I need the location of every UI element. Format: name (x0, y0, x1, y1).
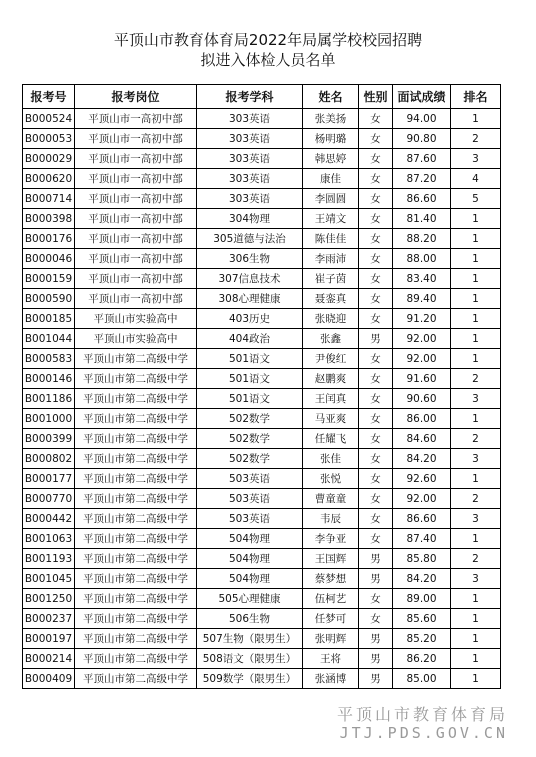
cell-gender: 男 (359, 329, 393, 349)
cell-exam-id: B000770 (23, 489, 75, 509)
cell-subject: 504物理 (197, 529, 303, 549)
cell-subject: 501语文 (197, 389, 303, 409)
cell-position: 平顶山市一高初中部 (75, 269, 197, 289)
cell-score: 86.00 (393, 409, 451, 429)
cell-subject: 501语文 (197, 369, 303, 389)
cell-rank: 1 (451, 609, 501, 629)
cell-position: 平顶山市实验高中 (75, 329, 197, 349)
cell-subject: 303英语 (197, 129, 303, 149)
table-row (23, 249, 501, 269)
cell-rank: 1 (451, 229, 501, 249)
cell-score: 86.60 (393, 189, 451, 209)
cell-subject: 303英语 (197, 169, 303, 189)
cell-score: 87.20 (393, 169, 451, 189)
cell-position: 平顶山市第二高级中学 (75, 669, 197, 689)
cell-name: 蔡梦想 (303, 569, 359, 589)
cell-subject: 502数学 (197, 429, 303, 449)
cell-name: 马亚爽 (303, 409, 359, 429)
table-row (23, 589, 501, 609)
cell-rank: 3 (451, 509, 501, 529)
table-row (23, 209, 501, 229)
cell-position: 平顶山市一高初中部 (75, 129, 197, 149)
cell-score: 86.20 (393, 649, 451, 669)
cell-score: 89.40 (393, 289, 451, 309)
cell-rank: 2 (451, 489, 501, 509)
table-row (23, 449, 501, 469)
cell-position: 平顶山市第二高级中学 (75, 589, 197, 609)
candidate-table (22, 84, 501, 689)
cell-rank: 1 (451, 309, 501, 329)
cell-exam-id: B001193 (23, 549, 75, 569)
table-row (23, 389, 501, 409)
cell-name: 李争亚 (303, 529, 359, 549)
cell-score: 87.60 (393, 149, 451, 169)
cell-name: 李圆圆 (303, 189, 359, 209)
cell-subject: 304物理 (197, 209, 303, 229)
cell-name: 任耀飞 (303, 429, 359, 449)
cell-position: 平顶山市第二高级中学 (75, 369, 197, 389)
cell-score: 85.20 (393, 629, 451, 649)
cell-subject: 506生物 (197, 609, 303, 629)
cell-rank: 1 (451, 349, 501, 369)
cell-subject: 509数学（限男生） (197, 669, 303, 689)
cell-position: 平顶山市第二高级中学 (75, 549, 197, 569)
table-row (23, 569, 501, 589)
cell-position: 平顶山市第二高级中学 (75, 529, 197, 549)
cell-exam-id: B000237 (23, 609, 75, 629)
cell-name: 崔子茵 (303, 269, 359, 289)
table-row (23, 269, 501, 289)
cell-score: 90.60 (393, 389, 451, 409)
cell-gender: 女 (359, 449, 393, 469)
cell-score: 92.00 (393, 489, 451, 509)
cell-subject: 503英语 (197, 469, 303, 489)
cell-exam-id: B000177 (23, 469, 75, 489)
cell-rank: 3 (451, 569, 501, 589)
cell-position: 平顶山市第二高级中学 (75, 489, 197, 509)
table-row (23, 189, 501, 209)
table-row (23, 509, 501, 529)
page-subtitle: 拟进入体检人员名单 (200, 51, 336, 69)
cell-subject: 507生物（限男生） (197, 629, 303, 649)
cell-rank: 2 (451, 549, 501, 569)
cell-subject: 307信息技术 (197, 269, 303, 289)
cell-name: 陈佳佳 (303, 229, 359, 249)
cell-name: 韩思婷 (303, 149, 359, 169)
cell-name: 王将 (303, 649, 359, 669)
watermark-org: 平顶山市教育体育局 (336, 705, 508, 724)
cell-subject: 303英语 (197, 189, 303, 209)
cell-name: 韦辰 (303, 509, 359, 529)
header-position: 报考岗位 (75, 85, 197, 109)
cell-score: 94.00 (393, 109, 451, 129)
cell-score: 84.20 (393, 449, 451, 469)
cell-position: 平顶山市一高初中部 (75, 109, 197, 129)
cell-score: 91.20 (393, 309, 451, 329)
cell-subject: 303英语 (197, 149, 303, 169)
cell-gender: 女 (359, 309, 393, 329)
cell-subject: 306生物 (197, 249, 303, 269)
cell-name: 张涵博 (303, 669, 359, 689)
header-name: 姓名 (303, 85, 359, 109)
cell-gender: 女 (359, 489, 393, 509)
cell-name: 王国辉 (303, 549, 359, 569)
cell-gender: 女 (359, 409, 393, 429)
cell-exam-id: B000524 (23, 109, 75, 129)
cell-exam-id: B000583 (23, 349, 75, 369)
table-header-row (23, 85, 501, 109)
cell-gender: 男 (359, 569, 393, 589)
cell-subject: 303英语 (197, 109, 303, 129)
table-row (23, 669, 501, 689)
cell-name: 杨明璐 (303, 129, 359, 149)
cell-rank: 5 (451, 189, 501, 209)
cell-score: 92.60 (393, 469, 451, 489)
table-row (23, 309, 501, 329)
cell-gender: 女 (359, 469, 393, 489)
cell-name: 张悦 (303, 469, 359, 489)
cell-gender: 女 (359, 609, 393, 629)
cell-subject: 305道德与法治 (197, 229, 303, 249)
cell-gender: 女 (359, 129, 393, 149)
table-row (23, 549, 501, 569)
cell-subject: 503英语 (197, 489, 303, 509)
cell-exam-id: B000409 (23, 669, 75, 689)
cell-score: 92.00 (393, 349, 451, 369)
cell-gender: 男 (359, 629, 393, 649)
cell-gender: 女 (359, 509, 393, 529)
cell-gender: 女 (359, 389, 393, 409)
cell-rank: 1 (451, 469, 501, 489)
cell-exam-id: B001000 (23, 409, 75, 429)
cell-gender: 女 (359, 429, 393, 449)
cell-name: 康佳 (303, 169, 359, 189)
cell-subject: 505心理健康 (197, 589, 303, 609)
cell-subject: 503英语 (197, 509, 303, 529)
cell-gender: 女 (359, 269, 393, 289)
cell-score: 85.60 (393, 609, 451, 629)
cell-score: 81.40 (393, 209, 451, 229)
cell-position: 平顶山市一高初中部 (75, 169, 197, 189)
table-row (23, 629, 501, 649)
cell-exam-id: B000590 (23, 289, 75, 309)
cell-score: 84.20 (393, 569, 451, 589)
cell-exam-id: B001186 (23, 389, 75, 409)
cell-position: 平顶山市第二高级中学 (75, 349, 197, 369)
cell-position: 平顶山市第二高级中学 (75, 569, 197, 589)
cell-rank: 1 (451, 249, 501, 269)
table-row (23, 429, 501, 449)
cell-exam-id: B000185 (23, 309, 75, 329)
table-row (23, 349, 501, 369)
cell-score: 85.80 (393, 549, 451, 569)
cell-position: 平顶山市一高初中部 (75, 149, 197, 169)
cell-score: 88.20 (393, 229, 451, 249)
cell-subject: 404政治 (197, 329, 303, 349)
cell-name: 李雨沛 (303, 249, 359, 269)
cell-score: 92.00 (393, 329, 451, 349)
watermark-url: JTJ.PDS.GOV.CN (339, 724, 508, 742)
table-row (23, 369, 501, 389)
table-row (23, 609, 501, 629)
cell-subject: 508语文（限男生） (197, 649, 303, 669)
cell-exam-id: B001045 (23, 569, 75, 589)
header-subject: 报考学科 (197, 85, 303, 109)
table-row (23, 649, 501, 669)
cell-position: 平顶山市第二高级中学 (75, 509, 197, 529)
cell-position: 平顶山市第二高级中学 (75, 449, 197, 469)
cell-rank: 3 (451, 449, 501, 469)
cell-exam-id: B000159 (23, 269, 75, 289)
cell-exam-id: B001250 (23, 589, 75, 609)
table-row (23, 529, 501, 549)
cell-exam-id: B000197 (23, 629, 75, 649)
cell-rank: 4 (451, 169, 501, 189)
cell-score: 91.60 (393, 369, 451, 389)
cell-exam-id: B000053 (23, 129, 75, 149)
cell-gender: 女 (359, 529, 393, 549)
cell-score: 84.60 (393, 429, 451, 449)
cell-rank: 3 (451, 149, 501, 169)
cell-exam-id: B000176 (23, 229, 75, 249)
cell-subject: 502数学 (197, 449, 303, 469)
cell-exam-id: B000714 (23, 189, 75, 209)
cell-rank: 1 (451, 589, 501, 609)
cell-gender: 男 (359, 669, 393, 689)
cell-exam-id: B001063 (23, 529, 75, 549)
cell-position: 平顶山市一高初中部 (75, 189, 197, 209)
cell-position: 平顶山市第二高级中学 (75, 469, 197, 489)
cell-gender: 女 (359, 189, 393, 209)
header-gender: 性别 (359, 85, 393, 109)
cell-position: 平顶山市实验高中 (75, 309, 197, 329)
table-row (23, 469, 501, 489)
cell-gender: 女 (359, 289, 393, 309)
cell-rank: 3 (451, 389, 501, 409)
cell-exam-id: B000802 (23, 449, 75, 469)
cell-position: 平顶山市第二高级中学 (75, 389, 197, 409)
cell-name: 张鑫 (303, 329, 359, 349)
cell-score: 89.00 (393, 589, 451, 609)
cell-gender: 女 (359, 209, 393, 229)
cell-position: 平顶山市一高初中部 (75, 209, 197, 229)
cell-position: 平顶山市一高初中部 (75, 249, 197, 269)
header-score: 面试成绩 (393, 85, 451, 109)
table-row (23, 329, 501, 349)
table-row (23, 289, 501, 309)
cell-rank: 1 (451, 409, 501, 429)
header-rank: 排名 (451, 85, 501, 109)
cell-score: 87.40 (393, 529, 451, 549)
cell-exam-id: B000442 (23, 509, 75, 529)
cell-subject: 501语文 (197, 349, 303, 369)
cell-name: 王靖文 (303, 209, 359, 229)
cell-position: 平顶山市一高初中部 (75, 229, 197, 249)
cell-position: 平顶山市第二高级中学 (75, 429, 197, 449)
cell-name: 张明辉 (303, 629, 359, 649)
cell-position: 平顶山市第二高级中学 (75, 409, 197, 429)
header-id: 报考号 (23, 85, 75, 109)
cell-position: 平顶山市一高初中部 (75, 289, 197, 309)
cell-exam-id: B000146 (23, 369, 75, 389)
cell-exam-id: B000046 (23, 249, 75, 269)
cell-name: 张佳 (303, 449, 359, 469)
cell-rank: 1 (451, 629, 501, 649)
cell-subject: 504物理 (197, 549, 303, 569)
page-title: 平顶山市教育体育局2022年局属学校校园招聘 (113, 31, 423, 49)
cell-score: 86.60 (393, 509, 451, 529)
cell-gender: 女 (359, 169, 393, 189)
cell-rank: 1 (451, 109, 501, 129)
cell-exam-id: B000029 (23, 149, 75, 169)
cell-gender: 女 (359, 589, 393, 609)
cell-exam-id: B001044 (23, 329, 75, 349)
cell-gender: 女 (359, 109, 393, 129)
cell-exam-id: B000399 (23, 429, 75, 449)
cell-name: 伍柯艺 (303, 589, 359, 609)
cell-gender: 男 (359, 649, 393, 669)
cell-name: 赵鹏爽 (303, 369, 359, 389)
table-row (23, 149, 501, 169)
table-row (23, 489, 501, 509)
cell-rank: 1 (451, 669, 501, 689)
cell-subject: 502数学 (197, 409, 303, 429)
cell-rank: 2 (451, 369, 501, 389)
cell-name: 聂銮真 (303, 289, 359, 309)
cell-rank: 1 (451, 209, 501, 229)
cell-subject: 504物理 (197, 569, 303, 589)
cell-rank: 2 (451, 429, 501, 449)
cell-rank: 1 (451, 269, 501, 289)
cell-name: 曹童童 (303, 489, 359, 509)
cell-exam-id: B000620 (23, 169, 75, 189)
cell-rank: 1 (451, 649, 501, 669)
cell-name: 张美扬 (303, 109, 359, 129)
cell-subject: 403历史 (197, 309, 303, 329)
table-body (23, 109, 501, 689)
table-row (23, 169, 501, 189)
cell-rank: 1 (451, 529, 501, 549)
table-row (23, 129, 501, 149)
cell-exam-id: B000398 (23, 209, 75, 229)
table-row (23, 409, 501, 429)
cell-position: 平顶山市第二高级中学 (75, 609, 197, 629)
cell-position: 平顶山市第二高级中学 (75, 649, 197, 669)
cell-position: 平顶山市第二高级中学 (75, 629, 197, 649)
cell-score: 90.80 (393, 129, 451, 149)
cell-gender: 女 (359, 349, 393, 369)
cell-name: 尹俊红 (303, 349, 359, 369)
cell-subject: 308心理健康 (197, 289, 303, 309)
table-row (23, 229, 501, 249)
cell-gender: 女 (359, 249, 393, 269)
cell-gender: 男 (359, 549, 393, 569)
cell-rank: 2 (451, 129, 501, 149)
cell-name: 任梦可 (303, 609, 359, 629)
cell-gender: 女 (359, 369, 393, 389)
table-row (23, 109, 501, 129)
cell-rank: 1 (451, 289, 501, 309)
cell-exam-id: B000214 (23, 649, 75, 669)
cell-name: 张晓迎 (303, 309, 359, 329)
cell-gender: 女 (359, 149, 393, 169)
cell-gender: 女 (359, 229, 393, 249)
cell-rank: 1 (451, 329, 501, 349)
cell-score: 85.00 (393, 669, 451, 689)
cell-score: 83.40 (393, 269, 451, 289)
cell-score: 88.00 (393, 249, 451, 269)
cell-name: 王闰真 (303, 389, 359, 409)
